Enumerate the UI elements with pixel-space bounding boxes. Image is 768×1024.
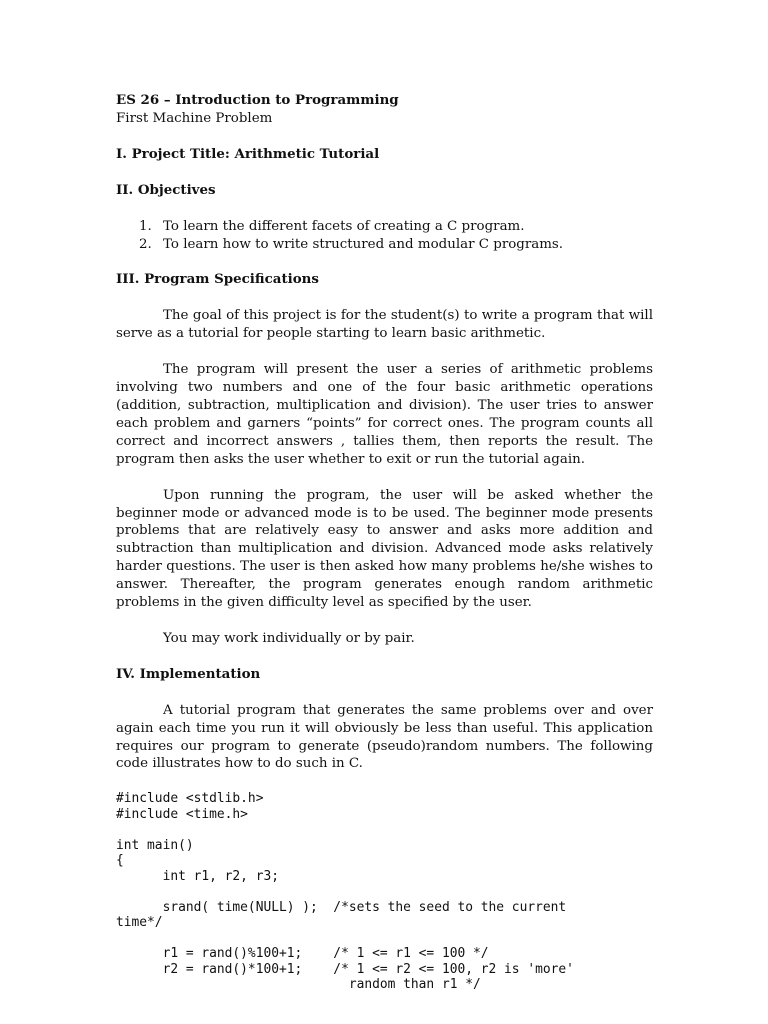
specs-paragraph: The program will present the user a series of arithmetic problems involving two numbers and one of the four basic arithmetic operations (addition, subtraction, multiplication and division). The user tries to answer each problem and garners “points” for correct ones. The program counts all correct and incorrect answers , tallies them, then reports the result. The program then asks the user whether to exit or run the tutorial again. (116, 362, 653, 467)
objective-number: 2. (139, 236, 152, 252)
specs-paragraph: Upon running the program, the user will be asked whether the beginner mode or advanced mode is to be used. The beginner mode presents problems that are relatively easy to answer and asks more addition and subtraction than multiplication and division. Advanced mode asks relatively harder questions. The user is then asked how many problems he/she wishes to answer. Thereafter, the program generates enough random arithmetic problems in the given difficulty level as specified by the user. (116, 487, 653, 611)
objective-item (116, 236, 653, 254)
code-line: random than r1 */ (116, 977, 481, 993)
code-block (116, 791, 653, 993)
code-line: { (116, 853, 124, 869)
code-line: srand( time(NULL) ); /*sets the seed to the current (116, 899, 567, 915)
objective-text: To learn the different facets of creating a C program. (163, 218, 525, 234)
document-subtitle: First Machine Problem (116, 110, 273, 126)
objectives-heading: II. Objectives (116, 181, 216, 198)
course-title: ES 26 – Introduction to Programming (116, 92, 399, 108)
specs-paragraph: You may work individually or by pair. (163, 630, 415, 646)
code-line: int main() (116, 837, 194, 853)
code-line: int r1, r2, r3; (116, 868, 279, 884)
implementation-paragraph: A tutorial program that generates the same problems over and over again each time you run it will obviously be less than useful. This application requires our program to generate (pseudo)random numbers. The following code illustrates how to do such in C. (116, 702, 653, 772)
objective-number: 1. (139, 218, 152, 234)
document-page (116, 92, 653, 993)
objectives-list (116, 218, 653, 254)
objective-item (116, 218, 653, 236)
code-line (116, 931, 653, 947)
objective-text: To learn how to write structured and modular C programs. (163, 236, 564, 252)
code-line (116, 822, 653, 838)
specs-heading: III. Program Specifications (116, 271, 319, 288)
code-line: r1 = rand()%100+1; /* 1 <= r1 <= 100 */ (116, 946, 489, 962)
code-line: #include <time.h> (116, 806, 248, 822)
specs-paragraph: The goal of this project is for the student(s) to write a program that will serve as a tutorial for people starting to learn basic arithmetic. (116, 308, 653, 342)
project-title-heading: I. Project Title: Arithmetic Tutorial (116, 145, 380, 162)
code-line (116, 884, 653, 900)
code-line: time*/ (116, 915, 163, 931)
code-line: r2 = rand()*100+1; /* 1 <= r2 <= 100, r2 is 'more' (116, 961, 574, 977)
code-line: #include <stdlib.h> (116, 791, 264, 807)
implementation-heading: IV. Implementation (116, 665, 261, 682)
